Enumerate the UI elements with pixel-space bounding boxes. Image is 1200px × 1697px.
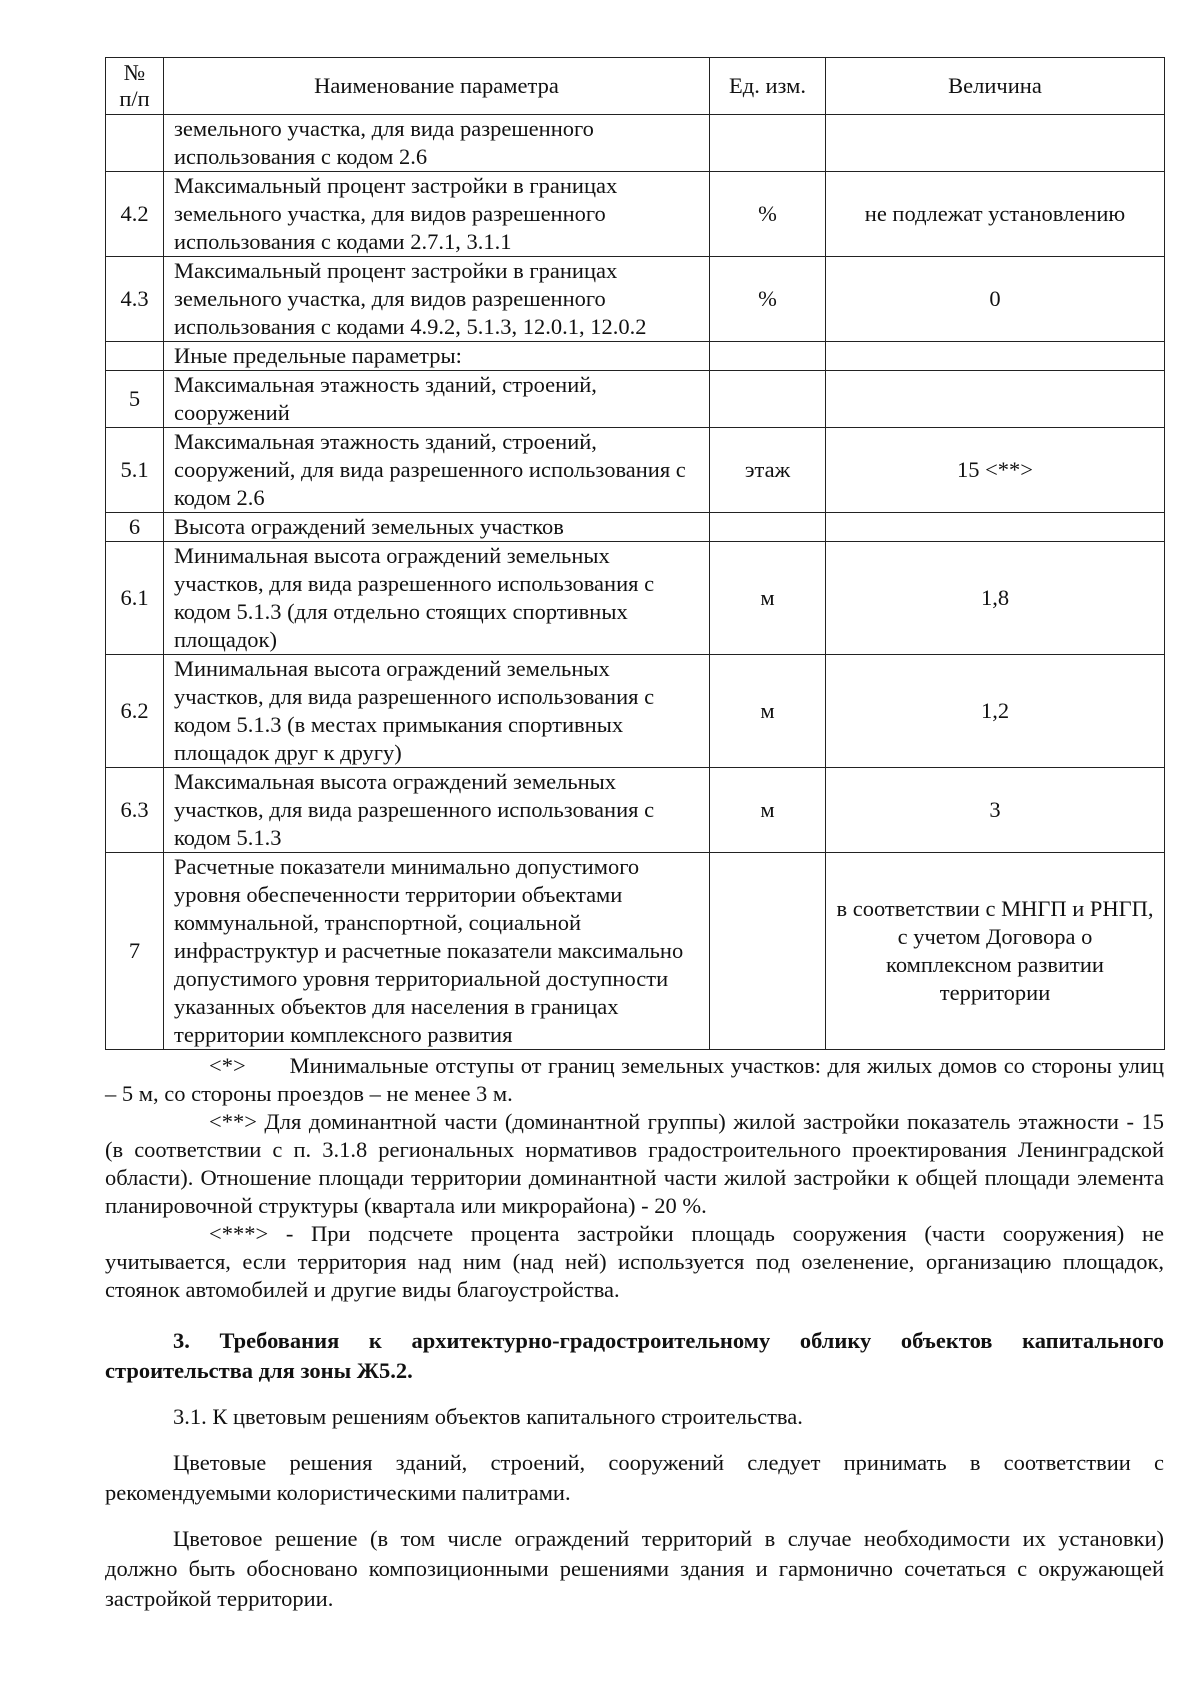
parameters-table <box>105 57 1165 1050</box>
row-unit <box>710 342 826 371</box>
document-page <box>105 57 1164 1614</box>
footnote-1-text: Минимальные отступы от границ земельных участков: для жилых домов со стороны улиц – 5 м, со стороны проездов – не менее 3 м. <box>105 1053 1164 1106</box>
row-value: в соответствии с МНГП и РНГП, с учетом Договора о комплексном развитии территории <box>826 853 1165 1050</box>
header-name: Наименование параметра <box>164 58 710 115</box>
section-paragraph-3: Цветовое решение (в том числе ограждений территорий в случае необходимости их установки) должно быть обосновано композиционными решениями здания и гармонично сочетаться с окружающей застройкой территории. <box>105 1526 1164 1611</box>
footnote-3-marker: <***> <box>209 1221 269 1246</box>
footnotes <box>105 1052 1164 1304</box>
table-row <box>106 655 1165 768</box>
table-row <box>106 542 1165 655</box>
footnote-2-marker: <**> <box>209 1109 257 1134</box>
header-value: Величина <box>826 58 1165 115</box>
row-parameter-name: Иные предельные параметры: <box>164 342 710 371</box>
footnote-3-text: - При подсчете процента застройки площадь сооружения (части сооружения) не учитывается, если территория над ним (над ней) используется под озеленение, организацию площадок, стоянок автомобилей и другие виды благоустройства. <box>105 1221 1165 1302</box>
row-unit: этаж <box>710 428 826 513</box>
row-value <box>826 371 1165 428</box>
row-parameter-name: земельного участка, для вида разрешенного использования с кодом 2.6 <box>164 115 710 172</box>
row-unit: % <box>710 257 826 342</box>
row-parameter-name: Максимальная высота ограждений земельных участков, для вида разрешенного использования с кодом 5.1.3 <box>164 768 710 853</box>
header-unit: Ед. изм. <box>710 58 826 115</box>
row-parameter-name: Максимальный процент застройки в границах земельного участка, для видов разрешенного использования с кодами 4.9.2, 5.1.3, 12.0.1, 12.0.2 <box>164 257 710 342</box>
row-value: 3 <box>826 768 1165 853</box>
footnote-2 <box>105 1108 1164 1220</box>
table-row <box>106 172 1165 257</box>
section-heading: 3. Требования к архитектурно-градостроительному облику объектов капитального строительства для зоны Ж5.2. <box>105 1328 1164 1383</box>
table-row <box>106 428 1165 513</box>
table-row <box>106 115 1165 172</box>
row-unit <box>710 371 826 428</box>
row-number: 6 <box>106 513 164 542</box>
row-number <box>106 342 164 371</box>
row-value <box>826 115 1165 172</box>
row-number: 4.3 <box>106 257 164 342</box>
row-parameter-name: Максимальная этажность зданий, строений, сооружений, для вида разрешенного использования с кодом 2.6 <box>164 428 710 513</box>
row-number: 5.1 <box>106 428 164 513</box>
section-paragraph-1: 3.1. К цветовым решениям объектов капитального строительства. <box>173 1404 803 1429</box>
row-parameter-name: Минимальная высота ограждений земельных участков, для вида разрешенного использования с кодом 5.1.3 (для отдельно стоящих спортивных площадок) <box>164 542 710 655</box>
row-number: 7 <box>106 853 164 1050</box>
table-row <box>106 513 1165 542</box>
row-value: 1,8 <box>826 542 1165 655</box>
row-number <box>106 115 164 172</box>
row-number: 5 <box>106 371 164 428</box>
section-3 <box>105 1326 1164 1614</box>
table-row <box>106 853 1165 1050</box>
row-parameter-name: Максимальная этажность зданий, строений, сооружений <box>164 371 710 428</box>
section-paragraph-2: Цветовые решения зданий, строений, сооружений следует принимать в соответствии с рекомендуемыми колористическими палитрами. <box>105 1450 1164 1505</box>
row-value: 1,2 <box>826 655 1165 768</box>
row-number: 6.2 <box>106 655 164 768</box>
row-parameter-name: Расчетные показатели минимально допустимого уровня обеспеченности территории объектами коммунальной, транспортной, социальной инфраструктур и расчетные показатели максимально допустимого уровня территориальной доступности указанных объектов для населения в границах территории комплексного развития <box>164 853 710 1050</box>
row-unit <box>710 513 826 542</box>
row-unit <box>710 853 826 1050</box>
header-num: № п/п <box>106 58 164 115</box>
footnote-1 <box>105 1052 1164 1108</box>
row-value <box>826 342 1165 371</box>
row-value: 15 <**> <box>826 428 1165 513</box>
row-parameter-name: Максимальный процент застройки в границах земельного участка, для видов разрешенного использования с кодами 2.7.1, 3.1.1 <box>164 172 710 257</box>
row-unit: % <box>710 172 826 257</box>
row-unit: м <box>710 542 826 655</box>
row-parameter-name: Высота ограждений земельных участков <box>164 513 710 542</box>
row-unit <box>710 115 826 172</box>
table-row <box>106 257 1165 342</box>
row-unit: м <box>710 768 826 853</box>
row-value: 0 <box>826 257 1165 342</box>
row-value: не подлежат установлению <box>826 172 1165 257</box>
row-number: 6.3 <box>106 768 164 853</box>
row-unit: м <box>710 655 826 768</box>
row-number: 4.2 <box>106 172 164 257</box>
table-row <box>106 768 1165 853</box>
row-parameter-name: Минимальная высота ограждений земельных участков, для вида разрешенного использования с кодом 5.1.3 (в местах примыкания спортивных площадок друг к другу) <box>164 655 710 768</box>
table-row <box>106 342 1165 371</box>
table-row <box>106 371 1165 428</box>
table-header-row <box>106 58 1165 115</box>
footnote-2-text: Для доминантной части (доминантной группы) жилой застройки показатель этажности - 15 (в соответствии с п. 3.1.8 региональных нормативов градостроительного проектирования Ленинградской области). Отношение площади территории доминантной части жилой застройки к общей площади элемента планировочной структуры (квартала или микрорайона) - 20 %. <box>105 1109 1165 1218</box>
footnote-3 <box>105 1220 1164 1304</box>
row-number: 6.1 <box>106 542 164 655</box>
footnote-1-marker: <*> <box>209 1053 246 1078</box>
row-value <box>826 513 1165 542</box>
